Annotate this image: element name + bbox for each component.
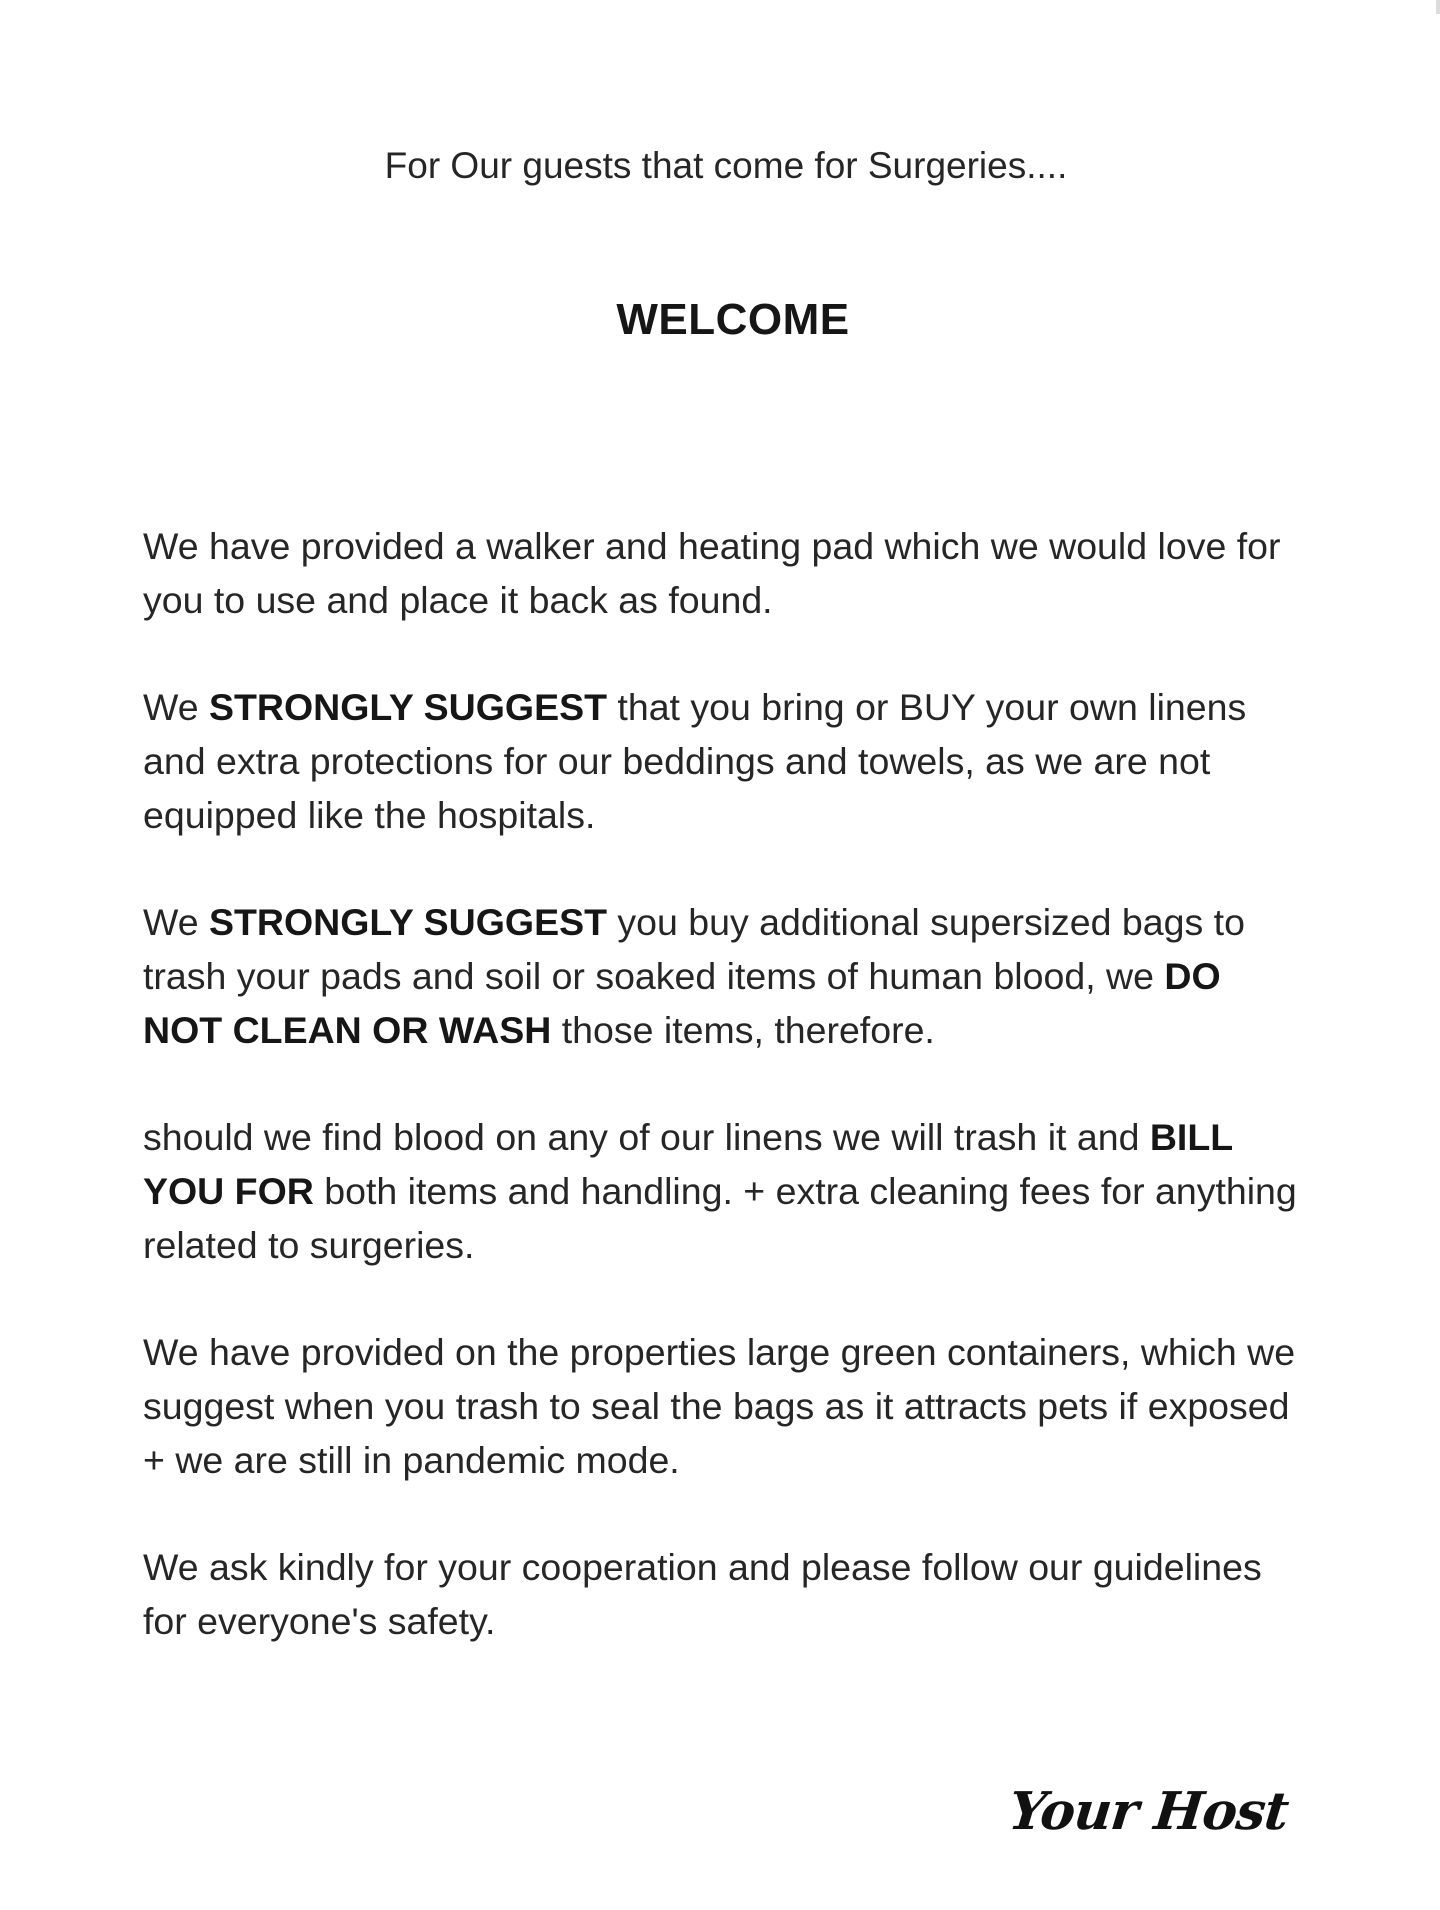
paragraph-containers xyxy=(143,1325,1303,1487)
paragraph-linens xyxy=(143,680,1303,842)
scroll-edge-mark xyxy=(1436,0,1440,14)
paragraph-text: that you bring or BUY your own linens and extra protections for our beddings and towels, as we are not equipped like the hospitals. xyxy=(143,686,1247,836)
paragraph-text: We have provided a walker and heating pad which we would love for you to use and place it back as found. xyxy=(143,525,1281,621)
paragraph-text: should we find blood on any of our linens we will trash it and xyxy=(143,1116,1150,1158)
paragraph-text: We have provided on the properties large green containers, which we suggest when you trash to seal the bags as it attracts pets if exposed + we are still in pandemic mode. xyxy=(143,1331,1296,1481)
signature: Your Host xyxy=(1006,1781,1292,1842)
paragraph-billing xyxy=(143,1110,1303,1272)
emphasis-text: STRONGLY SUGGEST xyxy=(209,901,607,943)
paragraph-text: those items, therefore. xyxy=(551,1009,935,1051)
emphasis-text: BILL YOU FOR xyxy=(143,1116,1233,1212)
paragraph-text: We xyxy=(143,901,209,943)
paragraph-bags xyxy=(143,895,1303,1057)
emphasis-text: STRONGLY SUGGEST xyxy=(209,686,607,728)
page-title: WELCOME xyxy=(616,295,850,344)
paragraph-text: you buy additional supersized bags to trash your pads and soil or soaked items of human blood, we xyxy=(143,901,1245,997)
paragraph-cooperation xyxy=(143,1540,1303,1648)
paragraph-text: both items and handling. + extra cleaning fees for anything related to surgeries. xyxy=(143,1170,1297,1266)
intro-line: For Our guests that come for Surgeries.... xyxy=(384,145,1068,186)
paragraph-text: We xyxy=(143,686,209,728)
document-body xyxy=(143,519,1303,1701)
emphasis-text: DO NOT CLEAN OR WASH xyxy=(143,955,1221,1051)
paragraph-walker xyxy=(143,519,1303,627)
paragraph-text: We ask kindly for your cooperation and please follow our guidelines for everyone's safety. xyxy=(143,1546,1262,1642)
